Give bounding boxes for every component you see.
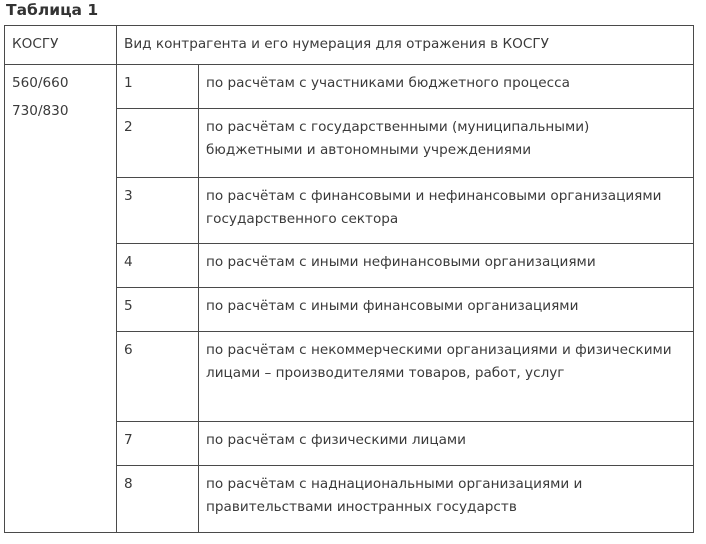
kosgu-codes-cell xyxy=(5,65,117,533)
row-description: по расчётам с некоммерческими организациями и физическими лицами – производителями товаров, работ, услуг xyxy=(199,332,694,422)
row-number: 6 xyxy=(117,332,199,422)
row-description: по расчётам с государственными (муниципальными) бюджетными и автономными учреждениями xyxy=(199,109,694,178)
row-number: 8 xyxy=(117,466,199,533)
row-number: 7 xyxy=(117,422,199,466)
header-kosgu: КОСГУ xyxy=(5,26,117,65)
row-number: 4 xyxy=(117,244,199,288)
row-description: по расчётам с участниками бюджетного процесса xyxy=(199,65,694,109)
kosgu-code: 730/830 xyxy=(12,103,69,119)
row-number: 1 xyxy=(117,65,199,109)
row-number: 3 xyxy=(117,178,199,244)
table-caption: Таблица 1 xyxy=(6,1,99,19)
row-description: по расчётам с иными финансовыми организациями xyxy=(199,288,694,332)
kosgu-table xyxy=(4,25,694,533)
row-number: 2 xyxy=(117,109,199,178)
row-description: по расчётам с иными нефинансовыми организациями xyxy=(199,244,694,288)
row-number: 5 xyxy=(117,288,199,332)
row-description: по расчётам с наднациональными организациями и правительствами иностранных государств xyxy=(199,466,694,533)
row-description: по расчётам с физическими лицами xyxy=(199,422,694,466)
table-row xyxy=(5,65,694,109)
table-header-row xyxy=(5,26,694,65)
row-description: по расчётам с финансовыми и нефинансовыми организациями государственного сектора xyxy=(199,178,694,244)
kosgu-code: 560/660 xyxy=(12,75,69,91)
header-counterparty-type: Вид контрагента и его нумерация для отражения в КОСГУ xyxy=(117,26,694,65)
